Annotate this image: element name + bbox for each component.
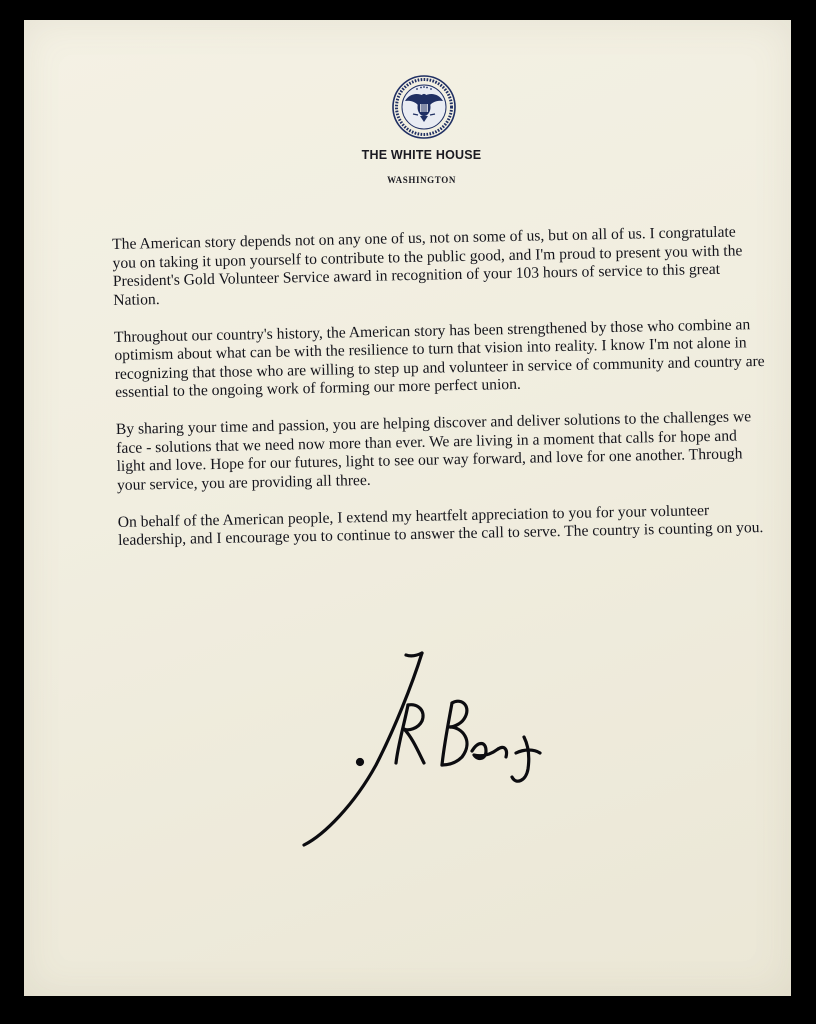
letterhead-subtitle: WASHINGTON — [387, 175, 456, 185]
paragraph-2: Throughout our country's history, the American story has been strengthened by those who combine an optimism about what can be with the resilience to turn that vision into reality. I know I'm not alone in recognizing that those who are willing to step up and volunteer in service of community and country are essential to the ongoing work of forming our more perfect union. — [113, 315, 765, 401]
presidential-seal-icon — [391, 74, 457, 140]
letter-body — [112, 223, 769, 569]
handwritten-signature — [294, 645, 584, 855]
paragraph-4: On behalf of the American people, I extend my heartfelt appreciation to you for your volunteer leadership, and I encourage you to continue to answer the call to serve. The country is counting on you. — [117, 501, 764, 549]
letterhead-title: THE WHITE HOUSE — [361, 148, 482, 162]
paragraph-1: The American story depends not on any one of us, not on some of us, but on all of us. I congratulate you on taking it upon yourself to contribute to the public good, and I'm proud to present you with the President's Gold Volunteer Service award in recognition of your 103 hours of service to this great Nation. — [112, 223, 743, 309]
letter-paper — [24, 20, 791, 996]
paragraph-3: By sharing your time and passion, you are helping discover and deliver solutions to the challenges we face - solutions that we need now more than ever. We are living in a moment that calls for hope and light and love. Hope for our futures, light to see our way forward, and love for one another. Through your service, you are providing all three. — [115, 408, 752, 494]
